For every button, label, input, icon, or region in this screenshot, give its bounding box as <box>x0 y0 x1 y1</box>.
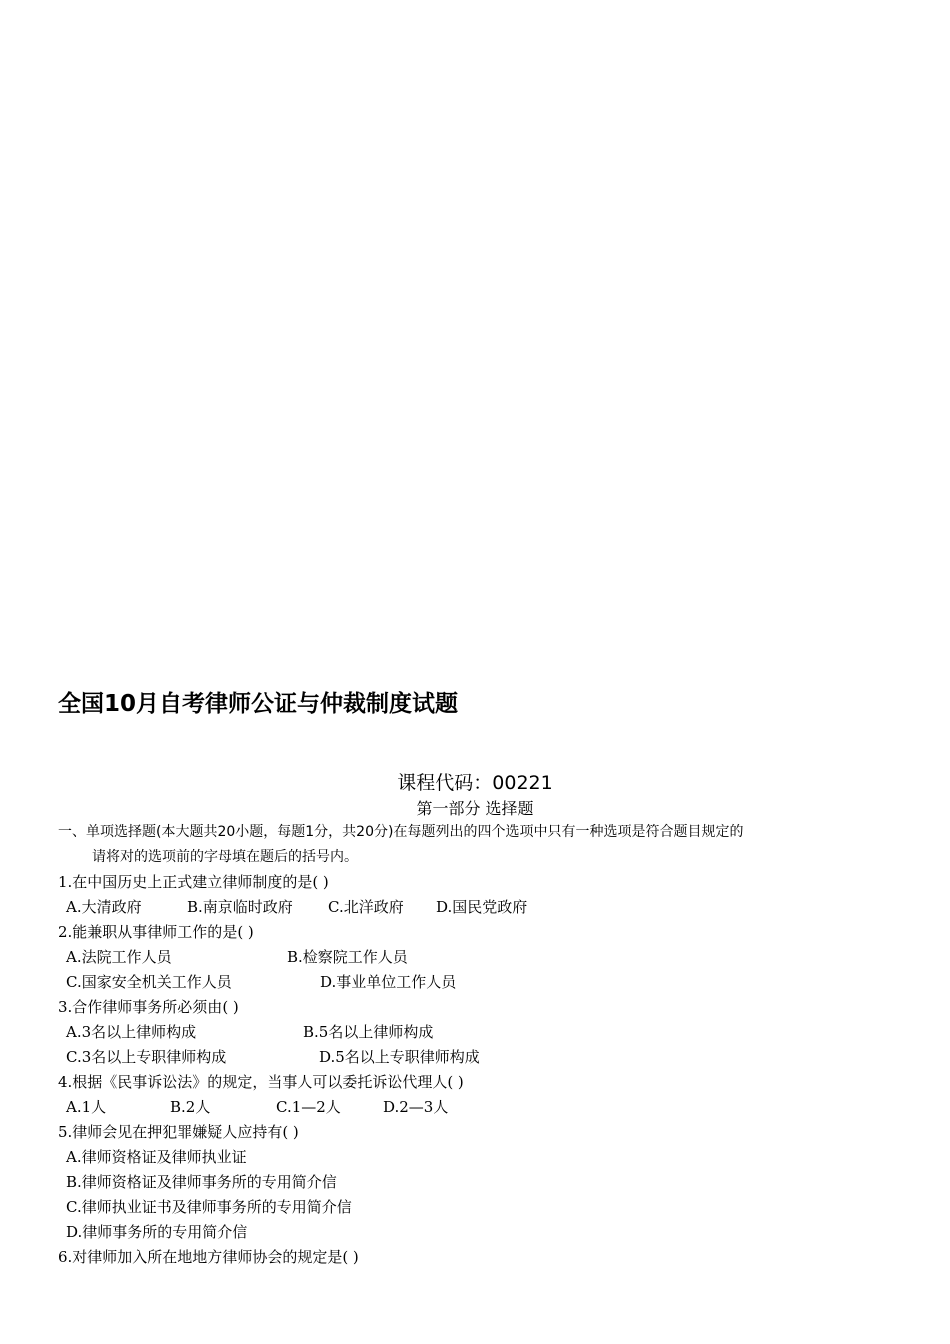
question-option: A.3名以上律师构成 <box>66 1023 197 1041</box>
question-option: C.3名以上专职律师构成 <box>66 1048 227 1066</box>
question-stem: 1.在中国历史上正式建立律师制度的是( ) <box>58 873 329 891</box>
question-stem: 6.对律师加入所在地地方律师协会的规定是( ) <box>58 1248 359 1266</box>
question-option: A.大清政府 <box>66 898 142 916</box>
course-code: 课程代码：00221 <box>397 772 553 794</box>
question-option: C.北洋政府 <box>328 898 404 916</box>
question-option: B.南京临时政府 <box>187 898 293 916</box>
section-instruction-line-2: 请将对的选项前的字母填在题后的括号内。 <box>92 849 358 865</box>
question-option: A.法院工作人员 <box>66 948 172 966</box>
part-heading: 第一部分 选择题 <box>416 799 534 818</box>
question-option: C.国家安全机关工作人员 <box>66 973 232 991</box>
question-stem: 2.能兼职从事律师工作的是( ) <box>58 923 254 941</box>
question-option: B.律师资格证及律师事务所的专用简介信 <box>66 1173 337 1191</box>
question-stem: 5.律师会见在押犯罪嫌疑人应持有( ) <box>58 1123 299 1141</box>
question-option: D.事业单位工作人员 <box>320 973 457 991</box>
question-option: A.1人 <box>66 1098 107 1116</box>
section-instruction-line-1: 一、单项选择题(本大题共20小题，每题1分，共20分)在每题列出的四个选项中只有一种选项是符合题目规定的 <box>58 824 744 840</box>
question-option: D.律师事务所的专用简介信 <box>66 1223 248 1241</box>
question-option: D.2—3人 <box>383 1098 449 1116</box>
question-option: B.5名以上律师构成 <box>303 1023 434 1041</box>
question-option: B.检察院工作人员 <box>287 948 408 966</box>
question-option: B.2人 <box>170 1098 211 1116</box>
question-option: D.5名以上专职律师构成 <box>319 1048 480 1066</box>
question-option: D.国民党政府 <box>436 898 528 916</box>
page-title: 全国10月自考律师公证与仲裁制度试题 <box>58 691 459 717</box>
question-option: C.1—2人 <box>276 1098 341 1116</box>
question-stem: 3.合作律师事务所必须由( ) <box>58 998 239 1016</box>
question-option: A.律师资格证及律师执业证 <box>66 1148 247 1166</box>
question-stem: 4.根据《民事诉讼法》的规定，当事人可以委托诉讼代理人( ) <box>58 1073 464 1091</box>
question-option: C.律师执业证书及律师事务所的专用简介信 <box>66 1198 352 1216</box>
